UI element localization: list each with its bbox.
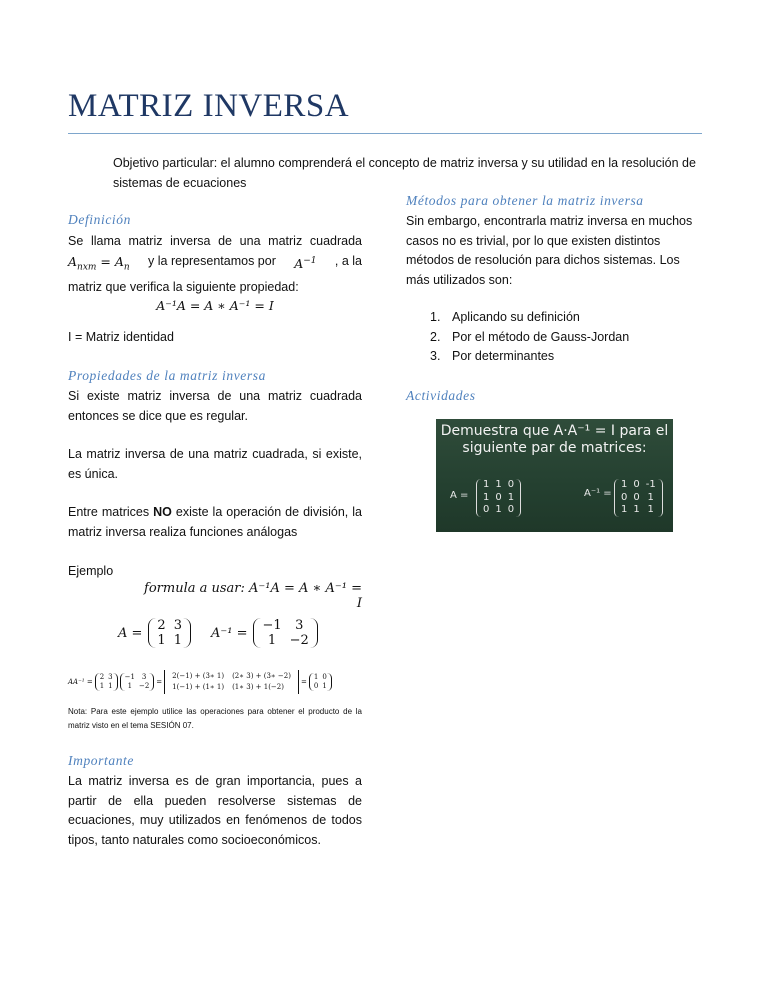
ejemplo-matrices xyxy=(118,618,318,648)
prod-result-matrix: 1 0 0 1 xyxy=(309,673,332,691)
definicion-notation-line xyxy=(68,252,362,278)
notation-end: , a la xyxy=(334,253,362,268)
chalkboard-image xyxy=(436,419,673,532)
definicion-line1: Se llama matriz inversa de una matriz cuadrada xyxy=(68,234,362,248)
prod-b-matrix: −1 3 1 −2 xyxy=(120,673,155,691)
list-item: 2. Por el método de Gauss-Jordan xyxy=(430,329,630,344)
actividades-heading: Actividades xyxy=(406,388,476,403)
objective-text: Objetivo particular: el alumno comprenderá el concepto de matriz inversa y su utilidad en la resolución de sistemas de ecuaciones xyxy=(113,156,696,190)
identity-text: I = Matriz identidad xyxy=(68,330,174,344)
board-a-label: A = xyxy=(450,490,469,501)
metodos-heading: Métodos para obtener la matriz inversa xyxy=(406,193,644,208)
a-cell: 2 xyxy=(157,618,166,633)
a-label: A = xyxy=(118,625,143,641)
a-cell: 1 xyxy=(157,633,166,648)
importante-heading: Importante xyxy=(68,753,134,768)
page-title: MATRIZ INVERSA xyxy=(68,88,350,124)
notation-mid: y la representamos por xyxy=(148,253,276,268)
ainv-cell: 3 xyxy=(295,618,304,633)
propiedades-heading: Propiedades de la matriz inversa xyxy=(68,368,266,383)
board-text: Demuestra que A·A⁻¹ = I para el siguiente par de matrices: xyxy=(440,423,669,456)
definicion-block xyxy=(68,232,362,316)
propiedad-1: Si existe matriz inversa de una matriz cuadrada entonces se dice que es regular. xyxy=(68,389,362,423)
definicion-heading: Definición xyxy=(68,212,131,227)
propiedad-2: La matriz inversa de una matriz cuadrada, si existe, es única. xyxy=(68,447,362,481)
ainv-cell: −1 xyxy=(262,618,282,633)
prod-a-matrix: 2 3 1 1 xyxy=(95,673,118,691)
ejemplo-formula: formula a usar: A⁻¹A = A ∗ A⁻¹ = I xyxy=(144,581,362,611)
prod-label: AA⁻¹ = xyxy=(68,678,93,686)
nota-text: Nota: Para este ejemplo utilice las operaciones para obtener el producto de la matriz visto en el tema SESIÓN 07. xyxy=(68,707,362,730)
board-ainv-matrix: 1 0 -1 0 0 1 1 1 1 xyxy=(614,479,663,517)
metodos-list xyxy=(430,308,629,367)
metodos-text: Sin embargo, encontrarla matriz inversa en muchos casos no es trivial, por lo que existen distintos métodos de resolución para dichos sistemas. Los más utilizados son: xyxy=(406,214,693,287)
list-item: 1. Aplicando su definición xyxy=(430,310,580,324)
ainv-matrix xyxy=(253,618,317,648)
title-rule xyxy=(68,133,702,134)
prod-expanded-matrix: 2(−1) + (3∗ 1) (2∗ 3) + (3∗ −2) 1(−1) + (1∗ 1) (1∗ 3) + 1(−2) xyxy=(164,670,299,694)
product-expression: AA⁻¹ = 2 3 1 1 −1 3 1 −2 = 2(−1) + (3∗ 1) (2∗ 3) + (3∗ −2) 1(−1) + (1∗ 1) (1∗ 3) + 1(−2) = 1 0 0 1 xyxy=(68,670,332,694)
ainv-cell: 1 xyxy=(267,633,277,648)
a-cell: 1 xyxy=(173,633,182,648)
notation-inv: $A^{-1}$ xyxy=(294,255,317,271)
importante-text: La matriz inversa es de gran importancia, pues a partir de ella pueden resolverse sistemas de ecuaciones, muy utilizados en fenómenos de todos tipos, tanto naturales como socioeconómicos. xyxy=(68,774,362,847)
a-matrix xyxy=(148,618,191,648)
notation-a: $A_{nxm} = A_n$ xyxy=(68,253,130,272)
definicion-property: A⁻¹A = A ∗ A⁻¹ = I xyxy=(156,298,274,313)
ejemplo-label: Ejemplo xyxy=(68,564,114,578)
list-item: 3. Por determinantes xyxy=(430,349,555,363)
board-a-matrix: 1 1 0 1 0 1 0 1 0 xyxy=(476,479,521,517)
propiedad-3: Entre matrices NO existe la operación de división, la matriz inversa realiza funciones análogas xyxy=(68,505,362,539)
definicion-line3: matriz que verifica la siguiente propiedad: xyxy=(68,279,299,294)
ainv-cell: −2 xyxy=(289,633,309,648)
board-ainv-label: A⁻¹ = xyxy=(584,488,612,499)
ainv-label: A⁻¹ = xyxy=(210,625,248,641)
a-cell: 3 xyxy=(173,618,182,633)
